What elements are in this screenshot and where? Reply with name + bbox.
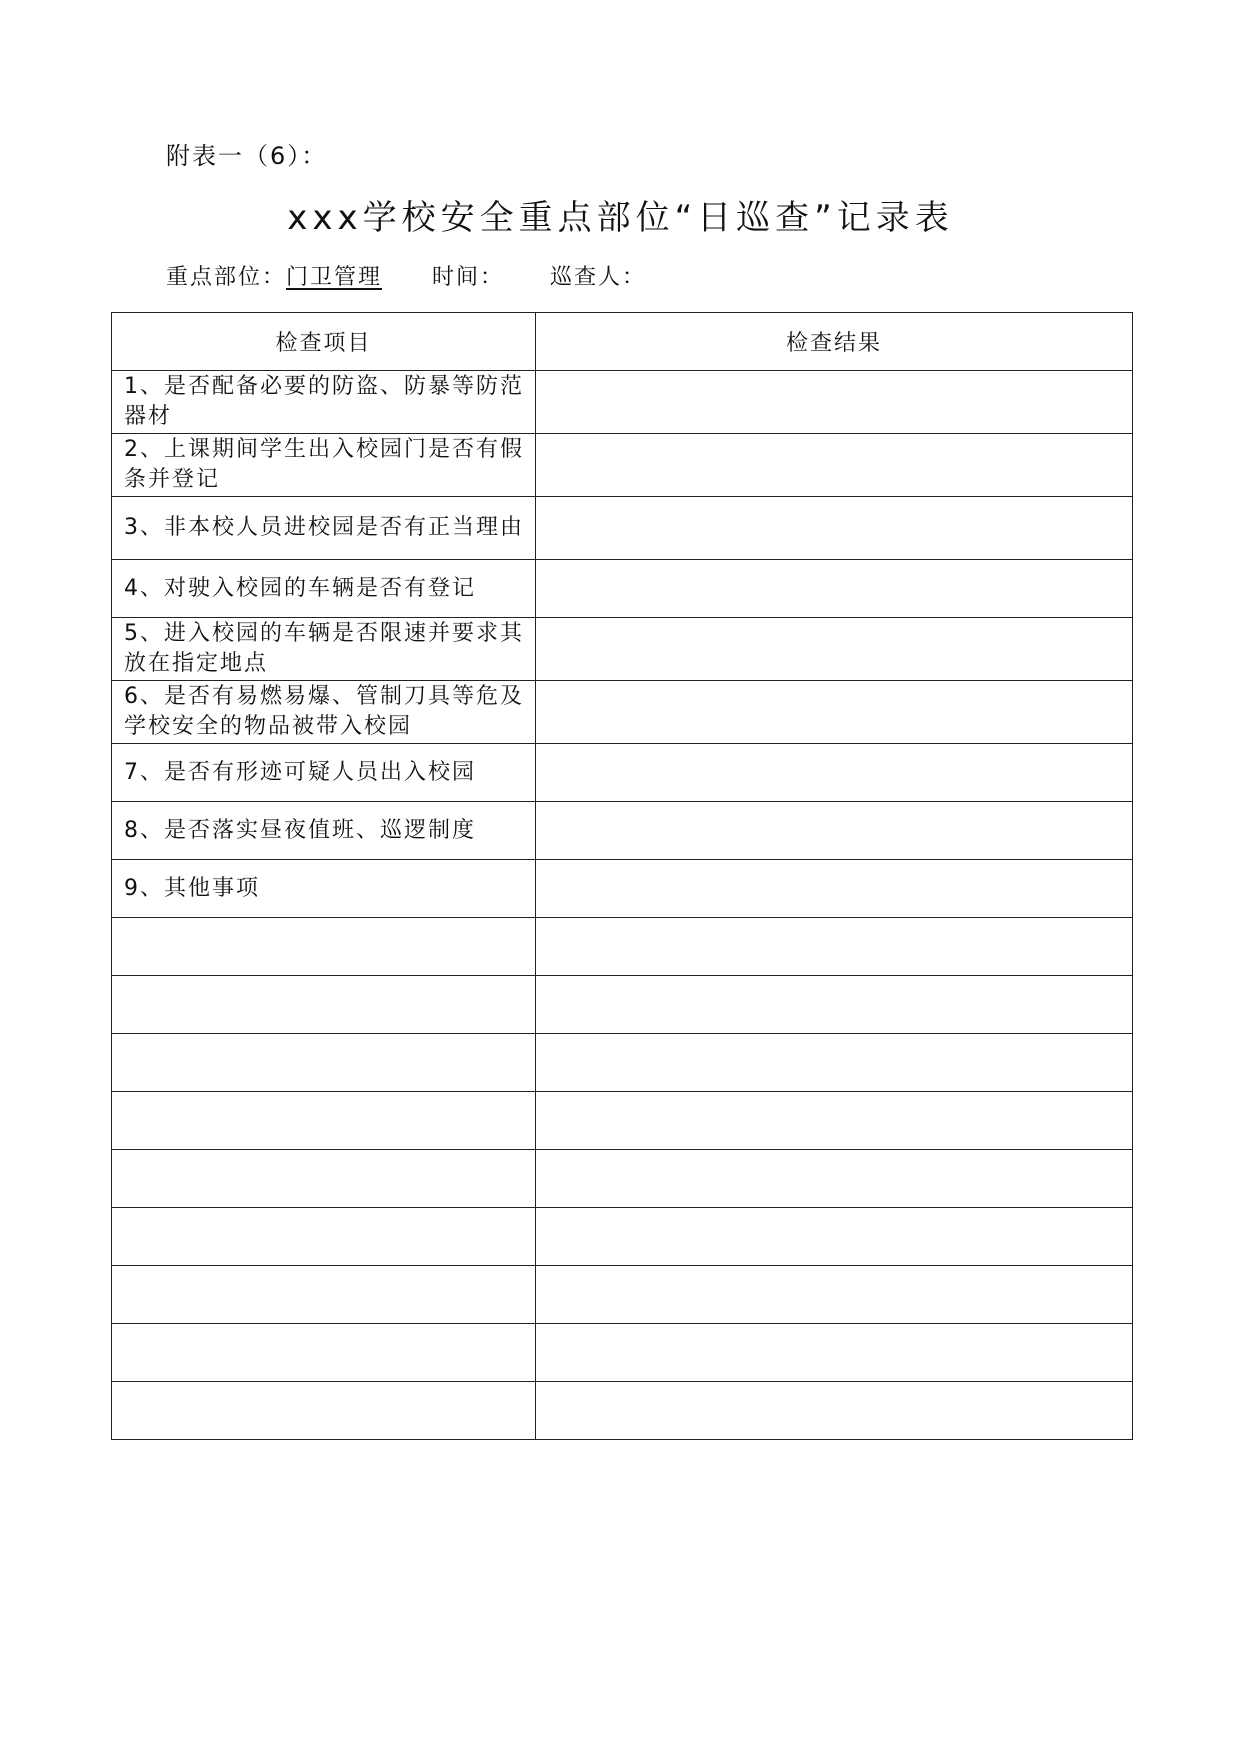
check-item-cell[interactable] xyxy=(112,1150,536,1208)
check-result-cell[interactable] xyxy=(536,1382,1133,1440)
table-row xyxy=(112,1092,1133,1150)
check-result-cell[interactable] xyxy=(536,1034,1133,1092)
table-row xyxy=(112,681,1133,744)
header-check-result: 检查结果 xyxy=(536,313,1133,371)
inspection-record-table xyxy=(111,312,1133,1440)
check-result-cell[interactable] xyxy=(536,560,1133,618)
table-row xyxy=(112,434,1133,497)
table-row xyxy=(112,618,1133,681)
check-item-cell[interactable] xyxy=(112,1208,536,1266)
check-result-cell[interactable] xyxy=(536,497,1133,560)
appendix-label: 附表一（6）： xyxy=(166,142,328,170)
table-row xyxy=(112,1382,1133,1440)
location-value: 门卫管理 xyxy=(286,265,383,290)
table-row xyxy=(112,1034,1133,1092)
check-result-cell[interactable] xyxy=(536,434,1133,497)
check-item-cell: 2、上课期间学生出入校园门是否有假条并登记 xyxy=(112,434,536,497)
table-row xyxy=(112,560,1133,618)
check-item-cell[interactable] xyxy=(112,976,536,1034)
document-title: xxx学校安全重点部位“日巡查”记录表 xyxy=(287,198,954,238)
check-item-cell: 9、其他事项 xyxy=(112,860,536,918)
check-item-cell: 8、是否落实昼夜值班、巡逻制度 xyxy=(112,802,536,860)
check-result-cell[interactable] xyxy=(536,1266,1133,1324)
table-row xyxy=(112,1150,1133,1208)
check-item-cell: 7、是否有形迹可疑人员出入校园 xyxy=(112,744,536,802)
check-result-cell[interactable] xyxy=(536,681,1133,744)
check-item-cell[interactable] xyxy=(112,1034,536,1092)
check-result-cell[interactable] xyxy=(536,1324,1133,1382)
check-result-cell[interactable] xyxy=(536,860,1133,918)
time-label: 时间： xyxy=(432,265,505,290)
table-row xyxy=(112,1266,1133,1324)
inspector-label: 巡查人： xyxy=(550,265,647,290)
table-row xyxy=(112,371,1133,434)
check-item-cell: 1、是否配备必要的防盗、防暴等防范器材 xyxy=(112,371,536,434)
table-row xyxy=(112,976,1133,1034)
meta-line xyxy=(166,260,646,291)
check-item-cell[interactable] xyxy=(112,1266,536,1324)
check-result-cell[interactable] xyxy=(536,1150,1133,1208)
check-result-cell[interactable] xyxy=(536,1208,1133,1266)
check-item-cell[interactable] xyxy=(112,1092,536,1150)
table-row xyxy=(112,1324,1133,1382)
check-item-cell: 4、对驶入校园的车辆是否有登记 xyxy=(112,560,536,618)
table-row xyxy=(112,497,1133,560)
location-label: 重点部位： xyxy=(166,265,287,290)
table-row xyxy=(112,918,1133,976)
table-row xyxy=(112,860,1133,918)
check-result-cell[interactable] xyxy=(536,918,1133,976)
header-check-item: 检查项目 xyxy=(112,313,536,371)
check-result-cell[interactable] xyxy=(536,802,1133,860)
check-result-cell[interactable] xyxy=(536,371,1133,434)
check-result-cell[interactable] xyxy=(536,618,1133,681)
check-item-cell: 3、非本校人员进校园是否有正当理由 xyxy=(112,497,536,560)
check-item-cell: 6、是否有易燃易爆、管制刀具等危及学校安全的物品被带入校园 xyxy=(112,681,536,744)
check-item-cell[interactable] xyxy=(112,1382,536,1440)
check-item-cell[interactable] xyxy=(112,918,536,976)
table-row xyxy=(112,744,1133,802)
table-row xyxy=(112,802,1133,860)
check-result-cell[interactable] xyxy=(536,744,1133,802)
check-item-cell[interactable] xyxy=(112,1324,536,1382)
table-header-row xyxy=(112,313,1133,371)
check-item-cell: 5、进入校园的车辆是否限速并要求其放在指定地点 xyxy=(112,618,536,681)
table-row xyxy=(112,1208,1133,1266)
check-result-cell[interactable] xyxy=(536,976,1133,1034)
check-result-cell[interactable] xyxy=(536,1092,1133,1150)
